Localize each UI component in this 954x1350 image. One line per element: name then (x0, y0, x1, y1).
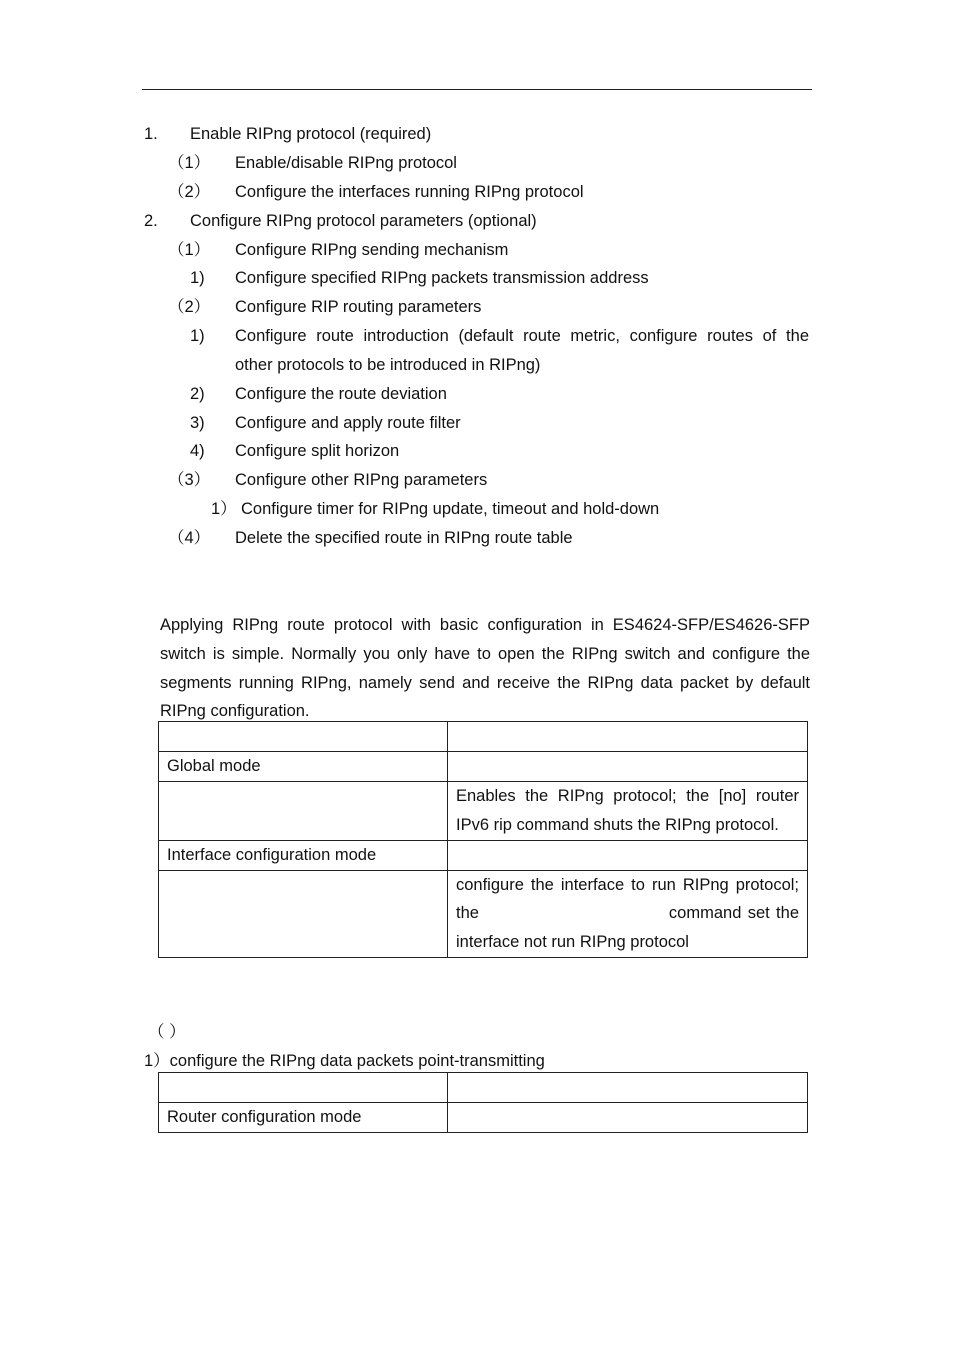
table-cell-explanation (448, 1073, 808, 1103)
outline-number: （4） (168, 529, 211, 547)
outline-number: 2) (190, 385, 205, 403)
table-cell-command (159, 722, 448, 752)
table-cell-explanation (448, 870, 808, 957)
intro-paragraph (160, 611, 810, 726)
outline-number: （3） (168, 471, 211, 489)
explanation-line: IPv6 rip command shuts the RIPng protocol. (456, 815, 779, 834)
table-cell-explanation (448, 782, 808, 841)
outline-text: other protocols to be introduced in RIPng) (235, 356, 541, 374)
outline-number: （2） (168, 298, 211, 316)
outline-text: Configure other RIPng parameters (235, 471, 488, 489)
outline-text: Configure RIP routing parameters (235, 298, 482, 316)
outline-text: Delete the specified route in RIPng route table (235, 529, 573, 547)
table-cell-command: Global mode (159, 752, 448, 782)
table-cell-command (159, 782, 448, 841)
outline-text: Configure RIPng sending mechanism (235, 241, 509, 259)
outline-text: Configure and apply route filter (235, 414, 461, 432)
table-row (159, 1073, 808, 1103)
outline-number: 1. (144, 125, 158, 143)
outline-number: （1） (168, 154, 211, 172)
table-row (159, 1103, 808, 1133)
table-cell-explanation (448, 1103, 808, 1133)
header-rule (142, 89, 812, 90)
table-row (159, 870, 808, 957)
command-table-basic (158, 721, 808, 958)
intro-line: Applying RIPng route protocol with basic configuration in ES4624-SFP/ES4626-SFP (160, 616, 810, 634)
outline-text: Enable/disable RIPng protocol (235, 154, 457, 172)
outline-number: 2. (144, 212, 158, 230)
intro-line: segments running RIPng, namely send and receive the RIPng data packet by default (160, 673, 810, 692)
outline-number: 1) (190, 269, 205, 287)
explanation-line: Enables the RIPng protocol; the [no] router (456, 787, 799, 805)
intro-line: switch is simple. Normally you only have to open the RIPng switch and configure the (160, 644, 810, 663)
command-table-router (158, 1072, 808, 1133)
outline-text: Configure the route deviation (235, 385, 447, 403)
section-paren: （ ） (148, 1023, 186, 1041)
outline-number: 1） (211, 500, 237, 518)
table-cell-explanation (448, 752, 808, 782)
outline-number: （2） (168, 183, 211, 201)
outline-text: Enable RIPng protocol (required) (190, 125, 432, 143)
table-cell-command (159, 1073, 448, 1103)
outline-text: Configure RIPng protocol parameters (optional) (190, 212, 537, 230)
table-cell-explanation (448, 722, 808, 752)
outline-text: Configure specified RIPng packets transmission address (235, 269, 649, 287)
outline-text: Configure timer for RIPng update, timeout and hold-down (241, 500, 660, 518)
outline-number: 1) (190, 327, 205, 345)
outline-number: 3) (190, 414, 205, 432)
explanation-line: configure the interface to run RIPng protocol; (456, 875, 799, 894)
table-row (159, 752, 808, 782)
table-cell-explanation (448, 840, 808, 870)
outline-text: Configure split horizon (235, 442, 400, 460)
outline-text: Configure the interfaces running RIPng protocol (235, 183, 584, 201)
table-cell-command: Interface configuration mode (159, 840, 448, 870)
outline-number: （1） (168, 241, 211, 259)
table-cell-command (159, 870, 448, 957)
table-row (159, 722, 808, 752)
table-row (159, 782, 808, 841)
outline-number: 4) (190, 442, 205, 460)
intro-line: RIPng configuration. (160, 702, 310, 721)
outline-text: Configure route introduction (default route metric, configure routes of the (235, 327, 809, 345)
table-cell-command: Router configuration mode (159, 1103, 448, 1133)
explanation-line: the command set the (456, 904, 799, 923)
explanation-line: interface not run RIPng protocol (456, 933, 689, 952)
table-row (159, 840, 808, 870)
section-step: 1）configure the RIPng data packets point-transmitting (144, 1052, 545, 1070)
